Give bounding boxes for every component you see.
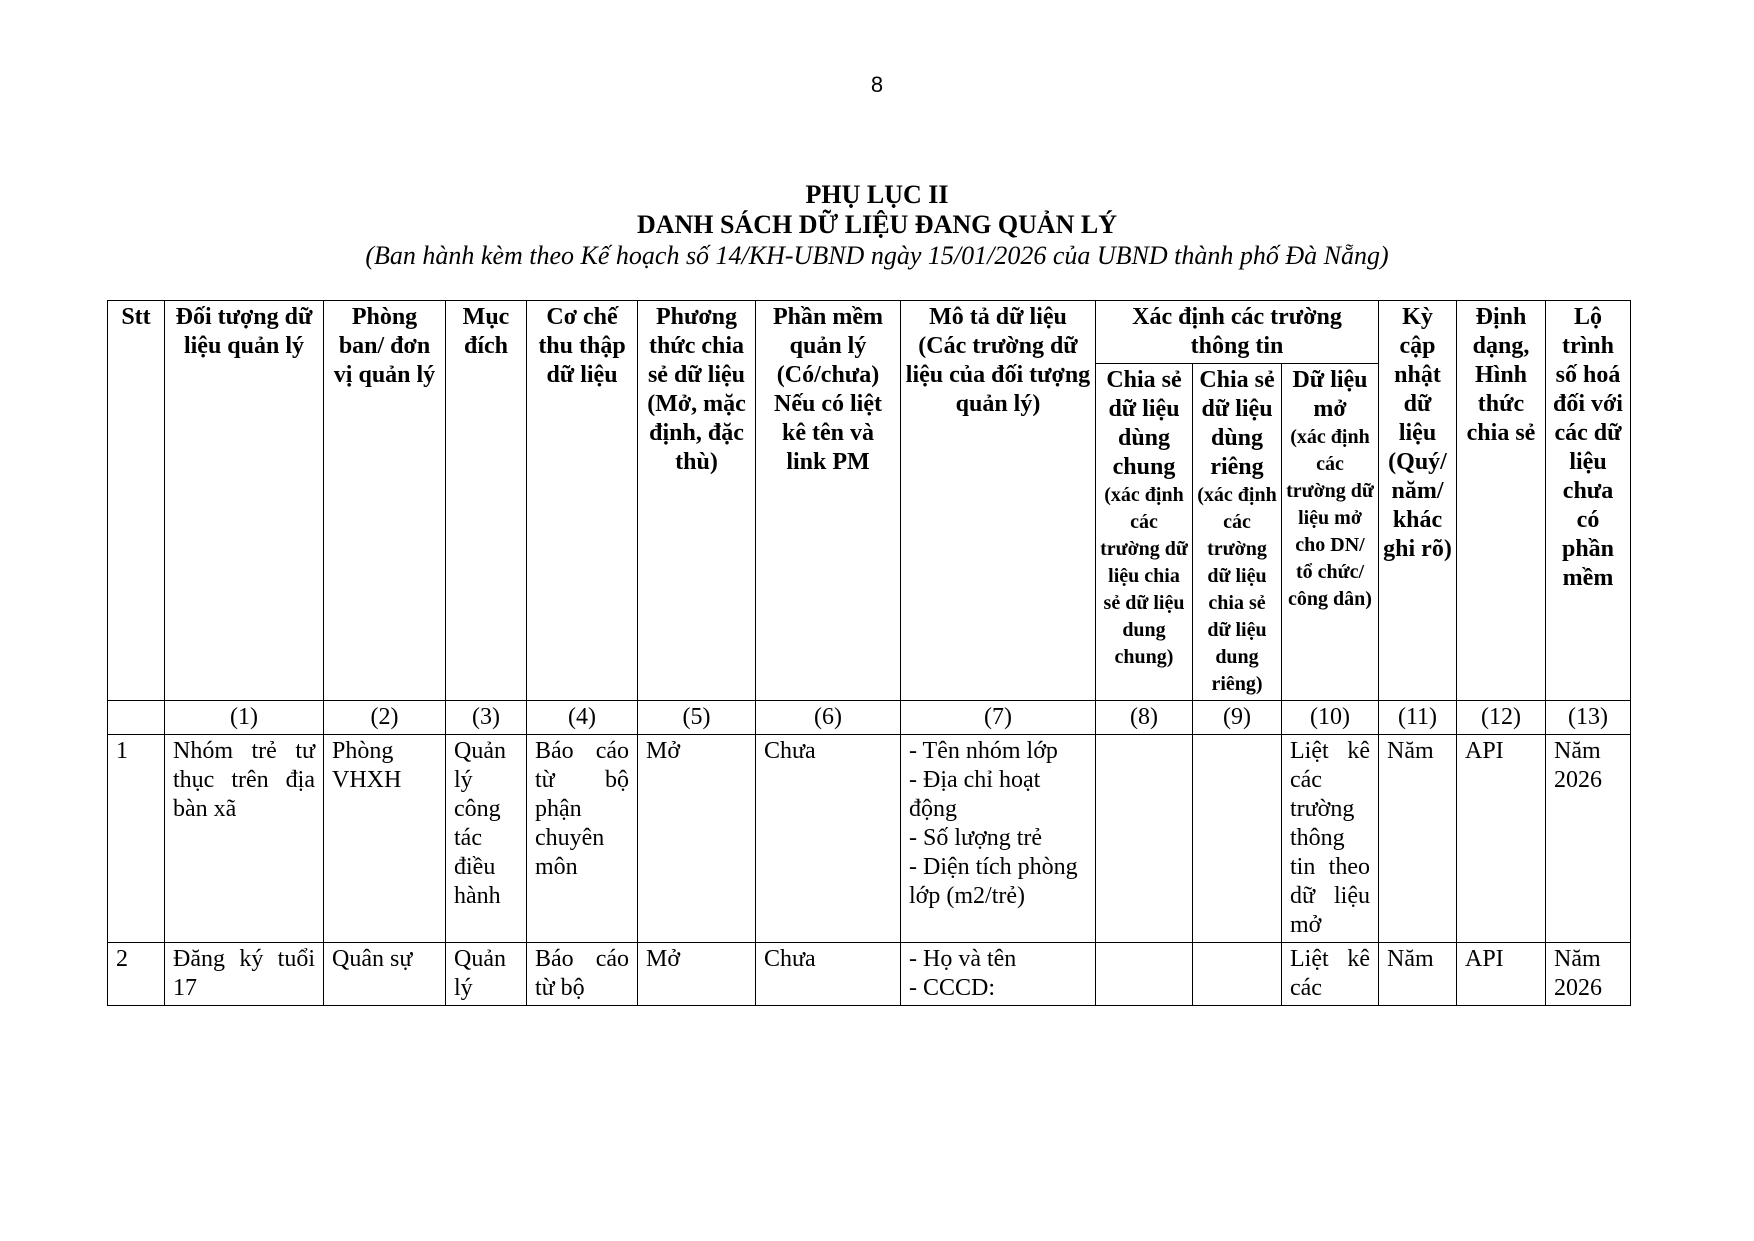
- cell-stt: 1: [108, 735, 165, 943]
- cell-management-software: Chưa: [756, 735, 901, 943]
- header-sharing-method: Phương thức chia sẻ dữ liệu (Mở, mặc định, đặc thù): [638, 301, 756, 701]
- document-title: DANH SÁCH DỮ LIỆU ĐANG QUẢN LÝ: [636, 210, 1118, 239]
- column-number: (10): [1282, 701, 1379, 735]
- header-open-data: [1282, 364, 1379, 701]
- header-stt: Stt: [108, 301, 165, 701]
- header-management-software: Phần mềm quản lý (Có/chưa) Nếu có liệt kê tên và link PM: [756, 301, 901, 701]
- column-number: (3): [446, 701, 527, 735]
- description-line: - Diện tích phòng lớp (m2/trẻ): [909, 854, 1078, 909]
- description-line: - Số lượng trẻ: [909, 825, 1043, 851]
- description-line: - Họ và tên: [909, 946, 1017, 972]
- document-subtitle: (Ban hành kèm theo Kế hoạch số 14/KH-UBND ngày 15/01/2026 của UBND thành phố Đà Nẵng): [365, 241, 1389, 270]
- description-line: - CCCD:: [909, 975, 996, 1001]
- column-number: (11): [1379, 701, 1457, 735]
- table-row: [108, 943, 1631, 1006]
- title-block: [0, 180, 1754, 272]
- cell-collection-mechanism: Báo cáo từ bộ phận chuyên môn: [527, 735, 638, 943]
- description-line: - Địa chỉ hoạt động: [909, 767, 1041, 822]
- cell-management-software: Chưa: [756, 943, 901, 1006]
- cell-data-object: Nhóm trẻ tư thục trên địa bàn xã: [165, 735, 324, 943]
- column-number: (6): [756, 701, 901, 735]
- header-shared-common-note: (xác định các trường dữ liệu chia sẻ dữ liệu dung chung): [1100, 484, 1188, 668]
- cell-digitization-roadmap: Năm 2026: [1546, 943, 1631, 1006]
- cell-format: API: [1457, 943, 1546, 1006]
- header-data-description: Mô tả dữ liệu (Các trường dữ liệu của đối tượng quản lý): [901, 301, 1096, 701]
- header-format: Định dạng, Hình thức chia sẻ: [1457, 301, 1546, 701]
- header-info-fields-group: Xác định các trường thông tin: [1096, 301, 1379, 364]
- cell-update-period: Năm: [1379, 735, 1457, 943]
- cell-sharing-method: Mở: [638, 943, 756, 1006]
- cell-shared-private: [1193, 735, 1282, 943]
- cell-collection-mechanism: Báo cáo từ bộ: [527, 943, 638, 1006]
- column-number: (8): [1096, 701, 1193, 735]
- cell-purpose: Quản lý công tác điều hành: [446, 735, 527, 943]
- column-number: (9): [1193, 701, 1282, 735]
- header-purpose: Mục đích: [446, 301, 527, 701]
- column-number: [108, 701, 165, 735]
- column-number: (13): [1546, 701, 1631, 735]
- header-row-1: [108, 301, 1631, 364]
- cell-data-description: [901, 735, 1096, 943]
- header-shared-common-label: Chia sẻ dữ liệu dùng chung: [1106, 367, 1182, 480]
- cell-sharing-method: Mở: [638, 735, 756, 943]
- header-collection-mechanism: Cơ chế thu thập dữ liệu: [527, 301, 638, 701]
- cell-shared-common: [1096, 735, 1193, 943]
- header-shared-common: [1096, 364, 1193, 701]
- column-number-row: [108, 701, 1631, 735]
- header-update-period: Kỳ cập nhật dữ liệu (Quý/ năm/ khác ghi rõ): [1379, 301, 1457, 701]
- header-digitization-roadmap: Lộ trình số hoá đối với các dữ liệu chưa có phần mềm: [1546, 301, 1631, 701]
- header-open-data-note: (xác định các trường dữ liệu mở cho DN/ tổ chức/ công dân): [1286, 426, 1374, 610]
- cell-open-data: Liệt kê các trường thông tin theo dữ liệu mở: [1282, 735, 1379, 943]
- cell-data-description: [901, 943, 1096, 1006]
- column-number: (2): [324, 701, 446, 735]
- header-open-data-label: Dữ liệu mở: [1292, 367, 1368, 422]
- cell-update-period: Năm: [1379, 943, 1457, 1006]
- cell-shared-common: [1096, 943, 1193, 1006]
- header-data-object: Đối tượng dữ liệu quản lý: [165, 301, 324, 701]
- cell-managing-unit: Phòng VHXH: [324, 735, 446, 943]
- header-shared-private: [1193, 364, 1282, 701]
- header-shared-private-label: Chia sẻ dữ liệu dùng riêng: [1199, 367, 1275, 480]
- column-number: (7): [901, 701, 1096, 735]
- cell-format: API: [1457, 735, 1546, 943]
- table-row: [108, 735, 1631, 943]
- header-managing-unit: Phòng ban/ đơn vị quản lý: [324, 301, 446, 701]
- appendix-title: PHỤ LỤC II: [805, 180, 949, 209]
- header-shared-private-note: (xác định các trường dữ liệu chia sẻ dữ liệu dung riêng): [1197, 484, 1277, 695]
- cell-purpose: Quản lý: [446, 943, 527, 1006]
- column-number: (1): [165, 701, 324, 735]
- cell-data-object: Đăng ký tuổi 17: [165, 943, 324, 1006]
- cell-open-data: Liệt kê các: [1282, 943, 1379, 1006]
- cell-stt: 2: [108, 943, 165, 1006]
- page-number: 8: [870, 72, 884, 97]
- cell-managing-unit: Quân sự: [324, 943, 446, 1006]
- description-line: - Tên nhóm lớp: [909, 738, 1058, 764]
- column-number: (5): [638, 701, 756, 735]
- cell-shared-private: [1193, 943, 1282, 1006]
- column-number: (12): [1457, 701, 1546, 735]
- cell-digitization-roadmap: Năm 2026: [1546, 735, 1631, 943]
- data-list-table: [107, 300, 1631, 1006]
- column-number: (4): [527, 701, 638, 735]
